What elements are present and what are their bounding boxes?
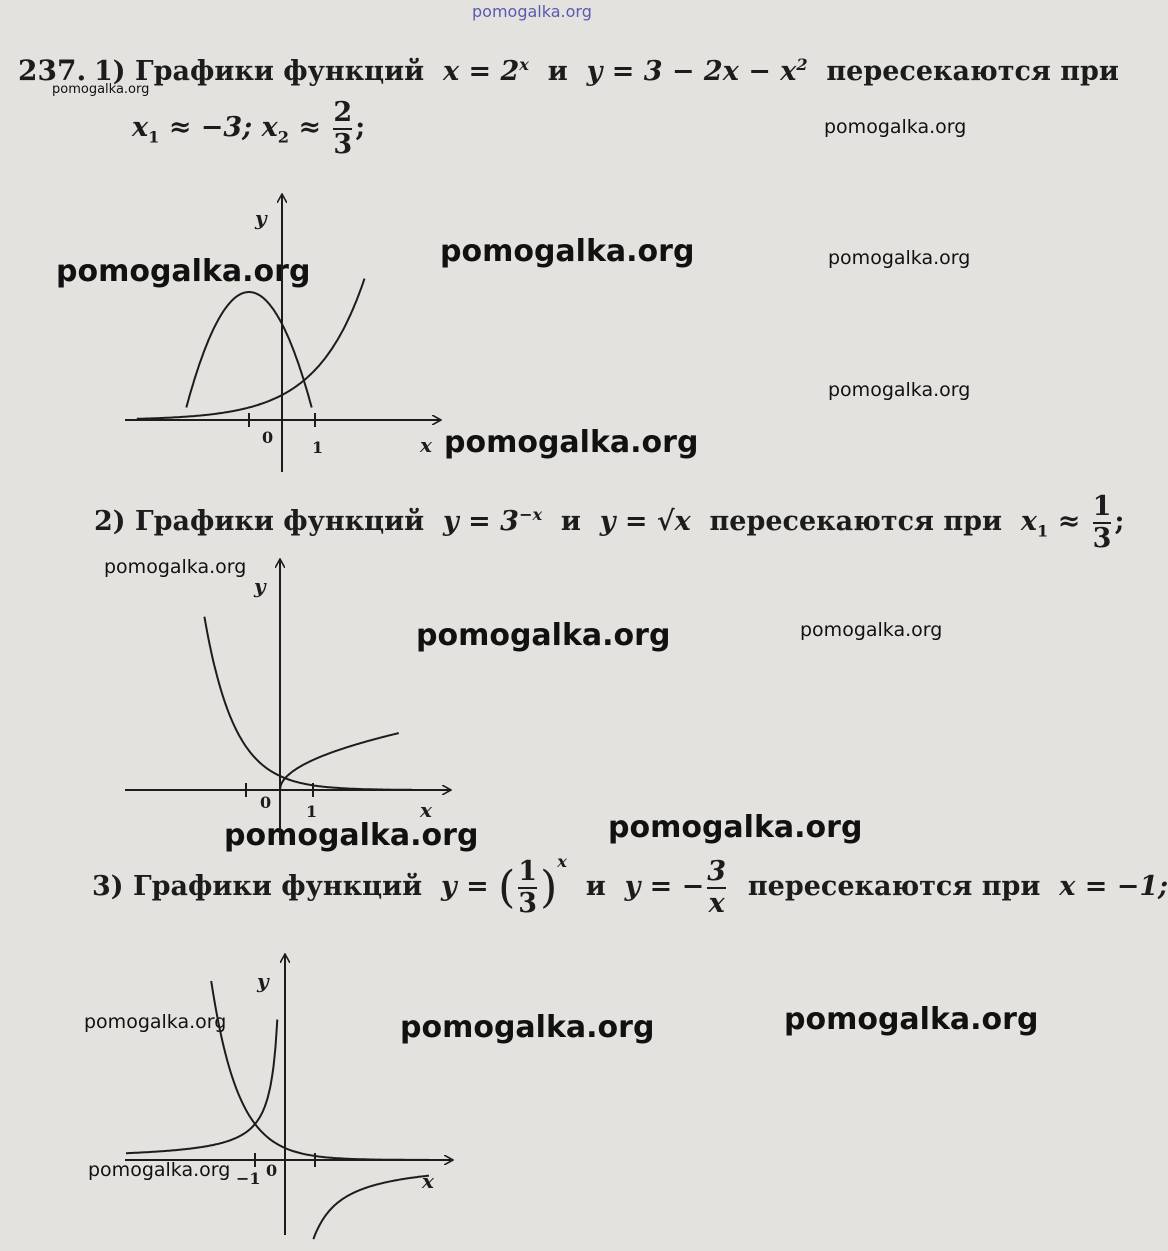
watermark: pomogalka.org — [824, 116, 967, 138]
part2-tail: пересекаются при — [709, 506, 1003, 538]
part2-end: ; — [1114, 506, 1125, 538]
part1-frac-den: 3 — [333, 128, 353, 160]
part3-answer: x = −1; — [1059, 871, 1168, 902]
graph1-y-label: y — [255, 206, 267, 230]
part2-fraction — [1093, 492, 1112, 553]
part3-lead: 3) Графики функций — [92, 871, 423, 902]
part1-answer-val: ≈ −3; x — [168, 112, 278, 144]
part1-f2: y = 3 − 2x − x — [586, 56, 797, 87]
graph2-y-label: y — [254, 574, 266, 598]
part3-f1-exp: x — [557, 852, 567, 871]
part1-answer-approx: ≈ — [298, 112, 321, 144]
watermark: pomogalka.org — [444, 425, 699, 460]
graph1-parabola-curve — [186, 292, 311, 408]
graph3-tick-neg-one: −1 — [236, 1169, 261, 1188]
part3-f2-num: 3 — [707, 855, 727, 887]
watermark: pomogalka.org — [52, 82, 150, 97]
graph2 — [125, 560, 450, 840]
graph2-exp-curve — [204, 617, 412, 790]
part3-conj: и — [585, 871, 606, 902]
part2-answer-sub: 1 — [1036, 521, 1049, 541]
graph3 — [125, 955, 452, 1239]
part2-lead: 2) Графики функций — [94, 506, 425, 538]
part2-f2: y = √x — [599, 506, 691, 538]
watermark: pomogalka.org — [800, 619, 943, 641]
graph2-tick-zero: 0 — [260, 793, 272, 812]
part1-answer-x2-sub: 2 — [277, 127, 289, 147]
part2-frac-num: 1 — [1092, 491, 1112, 522]
part1-frac-num: 2 — [333, 97, 353, 128]
part1-f2-exp: 2 — [796, 55, 808, 74]
part3-f2-den: x — [708, 887, 725, 919]
graph1-tick-zero: 0 — [262, 428, 274, 447]
part2-f1-exp: −x — [518, 505, 543, 525]
watermark: pomogalka.org — [828, 247, 971, 269]
watermark: pomogalka.org — [440, 234, 695, 269]
graph2-tick-one: 1 — [306, 802, 318, 821]
watermark: pomogalka.org — [416, 618, 671, 653]
part2-answer-x: x — [1020, 506, 1037, 538]
part3-f2: y = − — [624, 871, 705, 902]
graph1-exp-curve — [137, 279, 365, 419]
part3-tail: пересекаются при — [747, 871, 1041, 902]
part1-conj: и — [547, 56, 568, 87]
watermark: pomogalka.org — [84, 1011, 227, 1033]
part1-lead: 1) Графики функций — [94, 56, 425, 87]
watermark: pomogalka.org — [56, 254, 311, 289]
watermark: pomogalka.org — [608, 810, 863, 845]
part2-answer-approx: ≈ — [1057, 506, 1081, 538]
graph1-x-label: x — [420, 433, 432, 457]
part1-answer-x1: x — [132, 112, 149, 144]
part1-answer-x1-sub: 1 — [148, 127, 160, 147]
part3-f1-num: 1 — [518, 855, 538, 887]
problem-number: 237. — [18, 54, 87, 87]
graph3-hyperbola-left-curve — [126, 1020, 277, 1154]
watermark-top: pomogalka.org — [472, 2, 592, 21]
graph3-x-label: x — [422, 1169, 434, 1193]
part2-frac-den: 3 — [1092, 522, 1112, 554]
watermark: pomogalka.org — [224, 818, 479, 853]
part2-f1: y = 3 — [442, 506, 519, 538]
graph1 — [125, 195, 440, 472]
graph3-hyperbola-right-curve — [313, 1176, 429, 1240]
part1-f1: x = 2 — [442, 56, 520, 87]
graph1-tick-one: 1 — [312, 438, 324, 457]
part3-paren-left: ( — [498, 862, 516, 913]
part1-tail: пересекаются при — [826, 56, 1119, 87]
graph3-tick-zero: 0 — [266, 1161, 278, 1180]
watermark: pomogalka.org — [104, 556, 247, 578]
graph3-y-label: y — [257, 969, 269, 993]
part2-conj: и — [560, 506, 581, 538]
part1-end: ; — [355, 112, 366, 144]
part3-f1: y = — [440, 871, 489, 902]
watermark: pomogalka.org — [88, 1159, 231, 1181]
part1-f1-exp: x — [519, 55, 529, 74]
graph2-x-label: x — [420, 798, 432, 822]
watermark: pomogalka.org — [784, 1002, 1039, 1037]
watermark: pomogalka.org — [828, 379, 971, 401]
watermark: pomogalka.org — [400, 1010, 655, 1045]
part3-f1-den: 3 — [518, 887, 538, 919]
part3-paren-right: ) — [540, 862, 558, 913]
